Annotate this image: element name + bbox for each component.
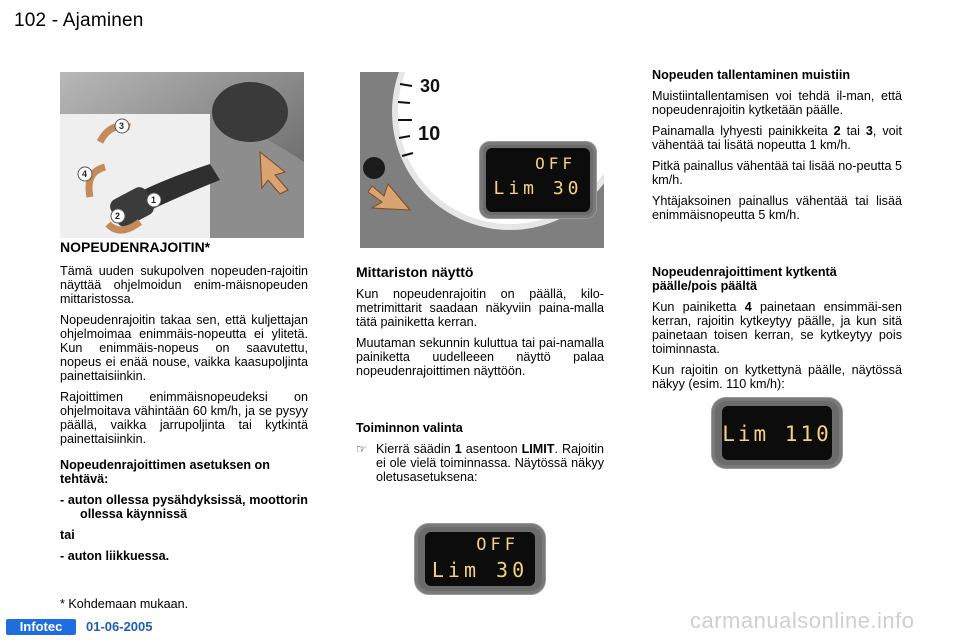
footnote: * Kohdemaan mukaan.	[60, 597, 189, 611]
bullet-limit: LIMIT	[521, 442, 555, 456]
left-paragraph-2: Nopeudenrajoitin takaa sen, että kuljettajan ohjelmoimaa enimmäis-nopeutta ei ylitetä. Kun enimmäis-nopeus on saavutettu, nopeus ei enää nouse, vaikka kaasupoljinta painettaisiinkin.	[60, 313, 308, 383]
stalk-label-3: 3	[119, 121, 125, 131]
limiter-title: NOPEUDENRAJOITIN*	[60, 239, 211, 255]
bullet-num: 1	[454, 442, 462, 456]
p2-pre: Painamalla lyhyesti painikkeita	[652, 124, 834, 138]
gauge-lcd-display	[480, 142, 596, 218]
p2-post: , voit vähentää tai lisätä nopeutta 1 km/h.	[652, 124, 902, 152]
right-paragraph-5	[652, 300, 902, 356]
page-header	[14, 10, 144, 32]
function-select-block	[356, 421, 604, 484]
right-column	[652, 68, 902, 229]
page-number: 102	[14, 10, 47, 31]
p2-button-2: 2	[833, 124, 841, 138]
p5-button-4: 4	[744, 300, 752, 314]
bullet-text-mid: asentoon	[461, 442, 522, 456]
setup-item-1: - auton ollessa pysähdyksissä, moottorin ollessa käynnissä	[60, 493, 308, 521]
onoff-block	[652, 265, 902, 398]
right-paragraph-4: Yhtäjaksoinen painallus vähentää tai lisää enimmäisnopeutta 5 km/h.	[652, 194, 902, 222]
active-lcd-line1: Lim 110	[722, 422, 832, 446]
right-paragraph-2	[652, 124, 902, 152]
p2-button-3: 3	[865, 124, 873, 138]
setup-title: Nopeudenrajoittimen asetuksen on tehtävä:	[60, 458, 270, 486]
stalk-illustration	[60, 72, 304, 238]
p2-mid: tai	[840, 124, 866, 138]
default-lcd-line2: Lim 30	[431, 558, 529, 582]
store-speed-title: Nopeuden tallentaminen muistiin	[652, 68, 851, 82]
speed-limiter-stalk-photo	[60, 72, 304, 238]
middle-paragraph-1: Kun nopeudenrajoitin on päällä, kilo-metrimittarit saadaan näkyviin paina-malla tätä painiketta kerran.	[356, 287, 604, 329]
footer-date: 01-06-2005	[86, 619, 153, 634]
header-separator: -	[51, 10, 59, 31]
right-paragraph-1: Muistiintallentamisen voi tehdä il-man, että nopeudenrajoitin kytketään päälle.	[652, 89, 902, 117]
gauge-tick-10: 10	[418, 123, 441, 145]
middle-column	[356, 265, 604, 385]
gauge-tick-30: 30	[420, 76, 441, 96]
gauge-lcd-line1: OFF	[535, 154, 576, 173]
left-paragraph-1: Tämä uuden sukupolven nopeuden-rajoitin näyttää ohjelmoidun enim-mäisnopeuden mittaristossa.	[60, 264, 308, 306]
stalk-label-2: 2	[115, 211, 121, 221]
right-paragraph-6: Kun rajoitin on kytkettynä päälle, näytössä näkyy (esim. 110 km/h):	[652, 363, 902, 391]
bullet-text-post: . Rajoitin ei ole vielä toiminnassa. Näytössä näkyy oletusasetuksena:	[376, 442, 604, 484]
setup-or: tai	[60, 528, 75, 542]
default-lcd-display	[415, 524, 545, 594]
infotec-logo: Infotec	[6, 619, 76, 635]
function-select-title: Toiminnon valinta	[356, 421, 463, 435]
pointing-hand-icon: ☞	[356, 442, 367, 456]
left-paragraph-3: Rajoittimen enimmäisnopeudeksi on ohjelmoitava vähintään 60 km/h, ja se pysyy päällä, vaikka jarrupoljinta tai kytkintä painettaisiinkin.	[60, 390, 308, 446]
p5-post: painetaan ensimmäi-sen kerran, rajoitin kytkeytyy päälle, ja kun sitä painetaan toisen kerran, se kytkeytyy pois toiminnasta.	[652, 300, 902, 356]
setup-item-2: - auton liikkuessa.	[60, 549, 170, 563]
right-paragraph-3: Pitkä painallus vähentää tai lisää no-peutta 5 km/h.	[652, 159, 902, 187]
stalk-label-1: 1	[151, 195, 157, 205]
p5-pre: Kun painiketta	[652, 300, 745, 314]
active-lcd-display	[712, 398, 842, 468]
function-select-bullet	[356, 442, 604, 484]
onoff-title: Nopeudenrajoittiment kytkentä päälle/pois päältä	[652, 265, 837, 293]
watermark: carmanualsonline.info	[690, 608, 915, 633]
section-title: Ajaminen	[62, 10, 144, 31]
instrument-cluster-photo	[360, 72, 604, 248]
bullet-text-pre: Kierrä säädin	[376, 442, 455, 456]
gauge-lcd-line2: Lim 30	[493, 178, 583, 199]
default-lcd-line1: OFF	[476, 535, 519, 555]
display-section-title: Mittariston näyttö	[356, 264, 474, 280]
stalk-label-4: 4	[82, 169, 88, 179]
middle-paragraph-2: Muutaman sekunnin kuluttua tai pai-namalla painiketta uudelleeen näyttö palaa nopeudenrajoittimen näyttöön.	[356, 336, 604, 378]
left-column	[60, 240, 308, 570]
